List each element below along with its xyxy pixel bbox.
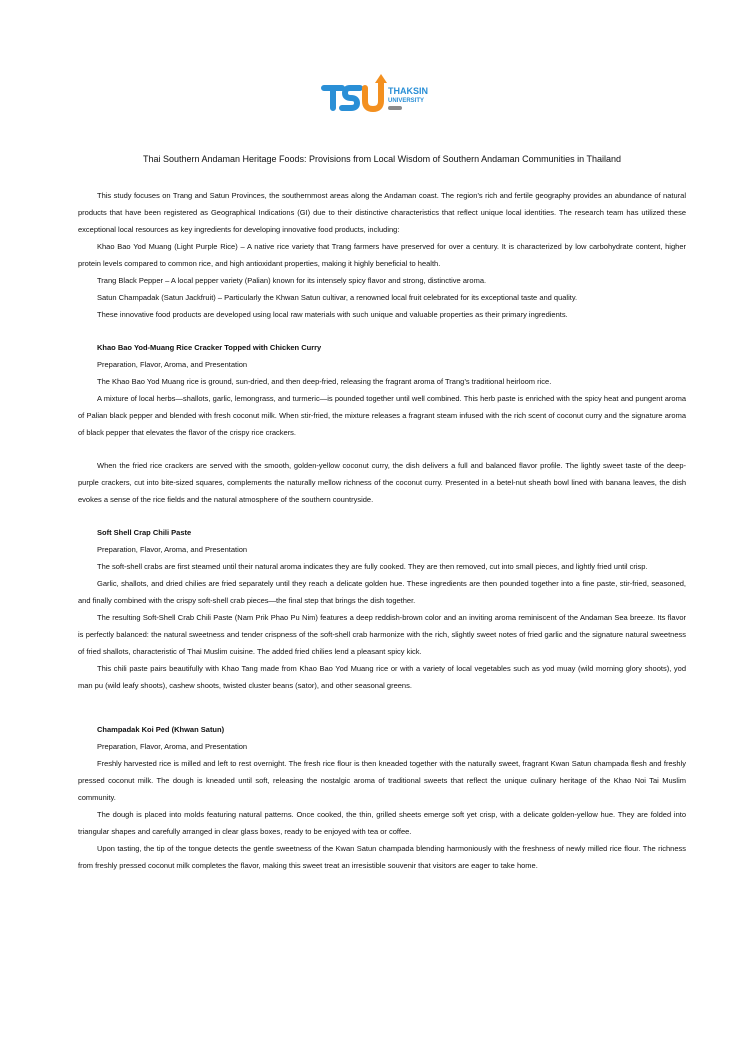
section-subheading: Preparation, Flavor, Aroma, and Presentation: [97, 742, 248, 751]
section-paragraph: The soft-shell crabs are first steamed until their natural aroma indicates they are fully cooked. They are then removed, cut into small pieces, and lightly fried until crisp.: [97, 562, 648, 571]
section-paragraph: A mixture of local herbs—shallots, garlic, lemongrass, and turmeric—is pounded together until well combined. This herb paste is enriched with the spicy heat and pungent aroma of Palian black pepper and blended with fresh coconut milk. When stir-fried, the mixture releases a fragrant steam infused with the rich scent of coconut curry and the signature aroma of black pepper that elevates the flavor of the crispy rice crackers.: [78, 394, 686, 437]
intro-item-champadak: Satun Champadak (Satun Jackfruit) – Particularly the Khwan Satun cultivar, a renowned local fruit celebrated for its exceptional taste and quality.: [97, 293, 578, 302]
logo-name-line1: THAKSIN: [388, 86, 428, 96]
document-body: [78, 187, 686, 874]
section-paragraph: The dough is placed into molds featuring natural patterns. Once cooked, the thin, grilled sheets emerge soft yet crisp, with a delicate golden-yellow hue. They are folded into triangular shapes and carefully arranged in clear glass boxes, ready to be enjoyed with tea or coffee.: [78, 810, 686, 836]
section-paragraph: Upon tasting, the tip of the tongue detects the gentle sweetness of the Kwan Satun champada blending harmoniously with the freshness of newly milled rice flour. The richness from freshly pressed coconut milk completes the flavor, making this sweet treat an irresistible souvenir that visitors are eager to take home.: [78, 844, 686, 870]
section-paragraph: When the fried rice crackers are served with the smooth, golden-yellow coconut curry, the dish delivers a full and balanced flavor profile. The lightly sweet taste of the deep-purple crackers, cut into bite-sized squares, complements the naturally mellow richness of the coconut curry. Presented in a betel-nut sheath bowl lined with banana leaves, the dish evokes a sense of the rice fields and the natural atmosphere of the southern countryside.: [78, 461, 686, 504]
intro-section: [78, 187, 686, 323]
section-paragraph: The resulting Soft-Shell Crab Chili Paste (Nam Prik Phao Pu Nim) features a deep reddish-brown color and an inviting aroma reminiscent of the Andaman Sea breeze. Its flavor is perfectly balanced: the natural sweetness and tender crispness of the soft-shell crab harmonize with the rich, slightly sweet notes of fried garlic and the signature natural sweetness of fried shallots, characteristic of Thai Muslim cuisine. The added fried chilies lend a pleasant spicy kick.: [78, 613, 686, 656]
section-heading: Khao Bao Yod-Muang Rice Cracker Topped with Chicken Curry: [97, 343, 322, 352]
intro-item-pepper: Trang Black Pepper – A local pepper variety (Palian) known for its intensely spicy flavor and strong, distinctive aroma.: [97, 276, 487, 285]
section-paragraph: Freshly harvested rice is milled and left to rest overnight. The fresh rice flour is then kneaded together with the naturally sweet, fragrant Kwan Satun champada flesh and freshly pressed coconut milk. The dough is kneaded until soft, releasing the nostalgic aroma of traditional sweets that reflect the unique culinary heritage of the Khao Noi Tai Muslim community.: [78, 759, 686, 802]
section-rice-cracker: [78, 339, 686, 508]
intro-item-rice: Khao Bao Yod Muang (Light Purple Rice) – A native rice variety that Trang farmers have preserved for over a century. It is characterized by low carbohydrate content, higher protein levels compared to common rice, and high antioxidant properties, making it highly beneficial to health.: [78, 242, 686, 268]
section-paragraph: The Khao Bao Yod Muang rice is ground, sun-dried, and then deep-fried, releasing the fragrant aroma of Trang’s traditional heirloom rice.: [97, 377, 552, 386]
section-champadak: [78, 721, 686, 874]
section-subheading: Preparation, Flavor, Aroma, and Presentation: [97, 360, 248, 369]
section-subheading: Preparation, Flavor, Aroma, and Presentation: [97, 545, 248, 554]
section-heading: Champadak Koi Ped (Khwan Satun): [97, 725, 225, 734]
intro-closing: These innovative food products are developed using local raw materials with such unique and valuable properties as their primary ingredients.: [97, 310, 568, 319]
section-paragraph: This chili paste pairs beautifully with Khao Tang made from Khao Bao Yod Muang rice or with a variety of local vegetables such as yod muay (wild morning glory shoots), yod man pu (wild leafy shoots), cashew shoots, twisted cluster beans (sator), and other seasonal greens.: [78, 664, 686, 690]
section-chili-paste: [78, 524, 686, 694]
section-heading: Soft Shell Crap Chili Paste: [97, 528, 192, 537]
logo-name-line2: UNIVERSITY: [388, 98, 425, 104]
thaksin-university-logo: [320, 72, 430, 118]
document-title: Thai Southern Andaman Heritage Foods: Provisions from Local Wisdom of Southern Andaman Communities in Thailand: [142, 154, 622, 164]
intro-paragraph: This study focuses on Trang and Satun Provinces, the southernmost areas along the Andaman coast. The region’s rich and fertile geography provides an abundance of natural products that have been registered as Geographical Indications (GI) due to their distinctive characteristics that reflect unique local identities. The research team has utilized these exceptional local resources as key ingredients for developing innovative food products, including:: [78, 191, 686, 234]
section-paragraph: Garlic, shallots, and dried chilies are fried separately until they reach a delicate golden hue. These ingredients are then pounded together into a fine paste, stir-fried, seasoned, and finally combined with the crispy soft-shell crab pieces—the final step that brings the dish together.: [78, 579, 686, 605]
